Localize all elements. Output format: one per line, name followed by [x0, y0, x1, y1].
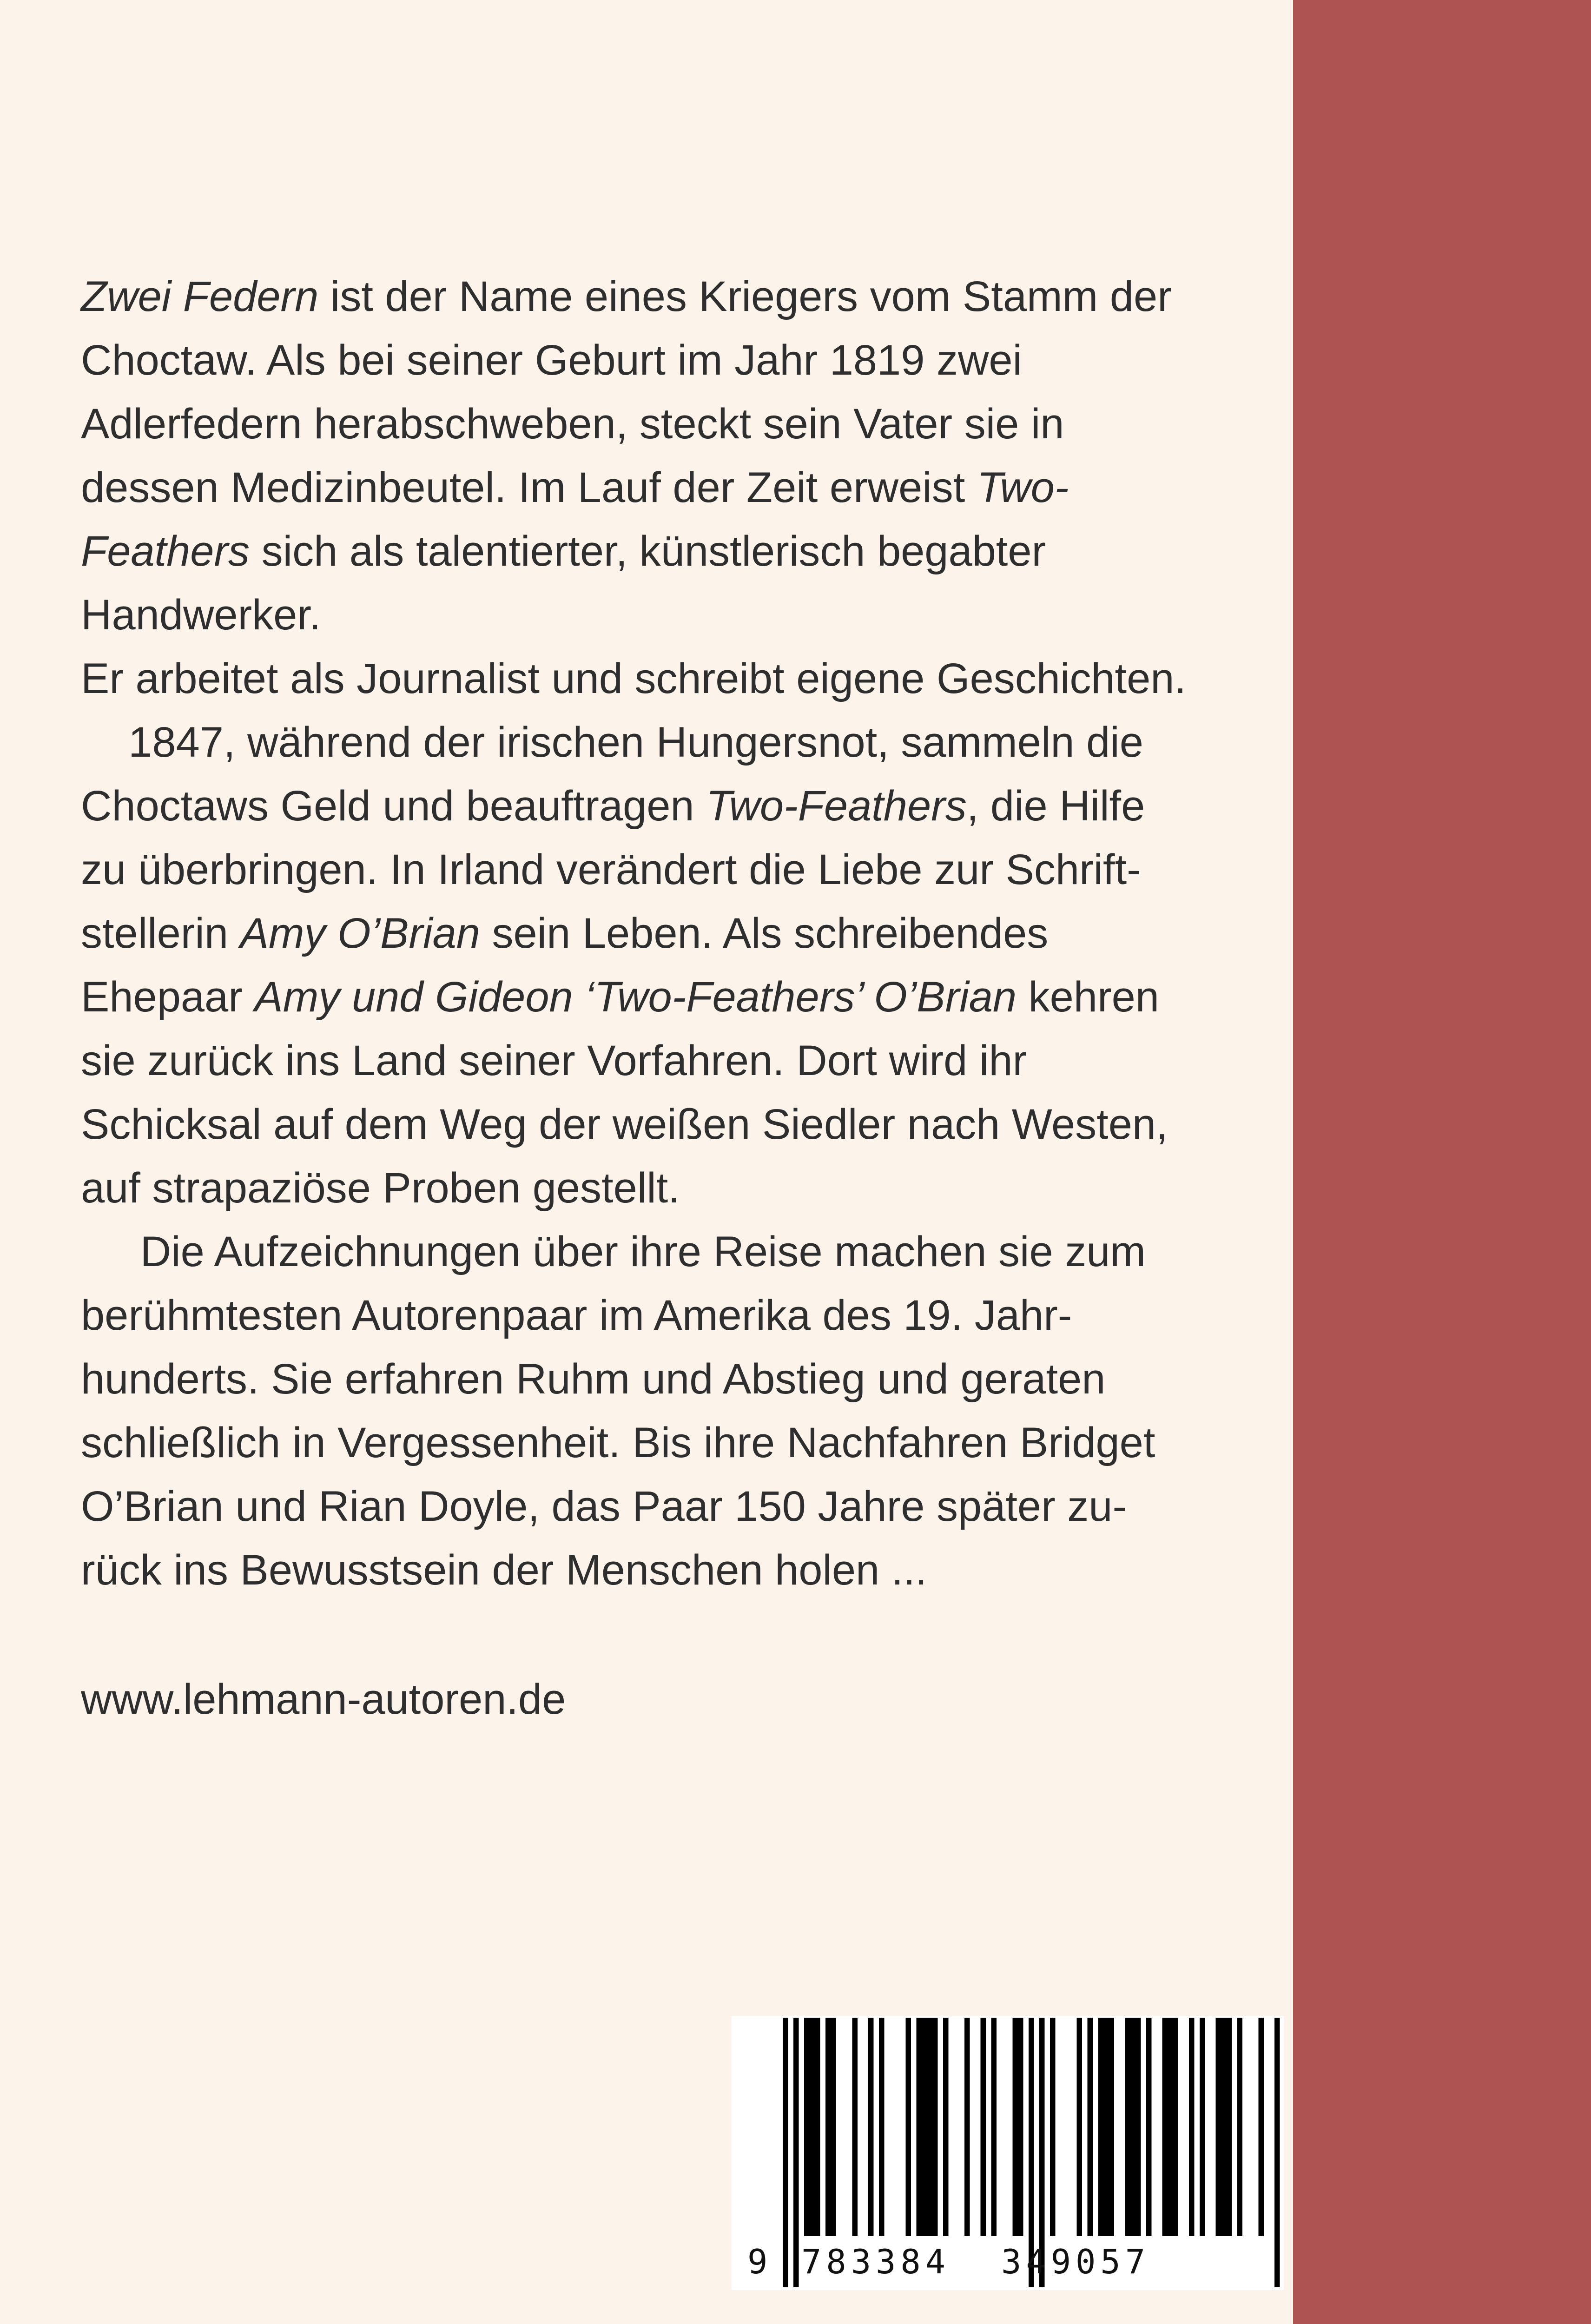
barcode-bar — [852, 2018, 858, 2236]
blurb-line — [81, 1538, 1285, 1602]
blurb-line — [81, 711, 1285, 774]
barcode-bar — [1227, 2018, 1232, 2236]
blurb-text-segment: Handwerker. — [81, 591, 321, 639]
blurb-text-segment: sich als talentierter, künstlerisch begabter — [250, 528, 1046, 575]
barcode-digit-first: 9 — [747, 2242, 772, 2281]
blurb-text-segment: stellerin — [81, 910, 240, 957]
blurb-text-segment: , die Hilfe — [966, 782, 1145, 830]
blurb-line — [81, 329, 1285, 392]
blurb-text-segment: zu überbringen. In Irland verändert die Liebe zur Schrift- — [81, 846, 1141, 893]
blurb-line — [81, 1156, 1285, 1220]
barcode-guard-bar — [793, 2018, 799, 2287]
barcode-bar — [1077, 2018, 1083, 2236]
blurb-text-segment: ist der Name eines Kriegers vom Stamm der — [318, 273, 1172, 320]
blurb-italic-text: Feathers — [81, 528, 250, 575]
barcode-bar — [964, 2018, 970, 2236]
barcode-bar — [906, 2018, 911, 2236]
blurb-text-segment: berühmtesten Autorenpaar im Amerika des 19. Jahr- — [81, 1292, 1072, 1339]
barcode-bar — [825, 2018, 831, 2236]
blurb-line — [81, 647, 1285, 711]
blurb-line — [81, 583, 1285, 647]
barcode-bar — [804, 2018, 810, 2236]
barcode-bar — [1109, 2018, 1115, 2236]
barcode-bar — [927, 2018, 933, 2236]
blurb-text-segment: Die Aufzeichnungen über ihre Reise machen sie zum — [81, 1228, 1146, 1275]
blurb-text-segment: kehren — [1017, 973, 1159, 1021]
barcode-bar — [981, 2018, 986, 2236]
blurb-line — [81, 520, 1285, 583]
barcode-bar — [1173, 2018, 1179, 2236]
barcode-bar — [943, 2018, 949, 2236]
blurb-line — [81, 965, 1285, 1029]
blurb-line — [81, 774, 1285, 838]
barcode-bar — [810, 2018, 815, 2236]
blurb-line — [81, 838, 1285, 902]
barcode-bar — [922, 2018, 927, 2236]
blurb-italic-text: Amy und Gideon ‘Two-Feathers’ O’Brian — [254, 973, 1017, 1021]
blurb-line — [81, 1220, 1285, 1284]
blurb-italic-text: Two-Feathers — [706, 782, 967, 830]
barcode-bar — [1050, 2018, 1056, 2236]
barcode-digits-left: 783384 — [801, 2242, 951, 2281]
blurb-text-segment: Ehepaar — [81, 973, 255, 1021]
blurb-text-segment: dessen Medizinbeutel. Im Lauf der Zeit erweist — [81, 464, 977, 511]
blurb-text — [81, 265, 1285, 1602]
blurb-line — [81, 392, 1285, 456]
blurb-text-segment: sie zurück ins Land seiner Vorfahren. Dort wird ihr — [81, 1037, 1027, 1084]
blurb-line — [81, 1284, 1285, 1347]
blurb-text-segment: Schicksal auf dem Weg der weißen Siedler nach Westen, — [81, 1101, 1168, 1148]
barcode-bar — [1135, 2018, 1141, 2236]
barcode-bar — [1237, 2018, 1243, 2236]
barcode-bar — [1200, 2018, 1205, 2236]
barcode-bar — [1216, 2018, 1221, 2236]
barcode-bar — [1146, 2018, 1152, 2236]
barcode-bar — [932, 2018, 938, 2236]
blurb-line — [81, 1029, 1285, 1093]
barcode-bar — [1013, 2018, 1018, 2236]
blurb-text-segment: O’Brian und Rian Doyle, das Paar 150 Jahre später zu- — [81, 1483, 1127, 1530]
blurb-line — [81, 456, 1285, 520]
blurb-line — [81, 1411, 1285, 1475]
barcode-bar — [831, 2018, 837, 2236]
blurb-text-segment: rück ins Bewusstsein der Menschen holen ... — [81, 1546, 927, 1594]
isbn-barcode — [732, 2016, 1284, 2290]
barcode-bar — [1189, 2018, 1195, 2236]
barcode-bar — [1018, 2018, 1023, 2236]
blurb-text-segment: hunderts. Sie erfahren Ruhm und Abstieg und geraten — [81, 1355, 1106, 1403]
barcode-bar — [1098, 2018, 1104, 2236]
blurb-italic-text: Two- — [977, 464, 1069, 511]
barcode-bar — [1130, 2018, 1136, 2236]
blurb-line — [81, 1475, 1285, 1538]
barcode-bar — [1221, 2018, 1227, 2236]
blurb-line — [81, 902, 1285, 965]
barcode-bar — [1103, 2018, 1109, 2236]
blurb-text-segment: 1847, während der irischen Hungersnot, sammeln die — [81, 719, 1143, 766]
barcode-bar — [1088, 2018, 1093, 2236]
blurb-line — [81, 1347, 1285, 1411]
barcode-bar — [1259, 2018, 1264, 2236]
blurb-text-segment: auf strapaziöse Proben gestellt. — [81, 1164, 680, 1212]
barcode-bar — [868, 2018, 874, 2236]
blurb-line — [81, 1093, 1285, 1156]
blurb-italic-text: Amy O’Brian — [240, 910, 480, 957]
blurb-italic-text: Zwei Federn — [81, 273, 319, 320]
blurb-text-segment: Choctaws Geld und beauftragen — [81, 782, 706, 830]
barcode-guard-bar — [783, 2018, 788, 2287]
barcode-bar — [991, 2018, 997, 2236]
barcode-bar — [879, 2018, 885, 2236]
blurb-text-segment: schließlich in Vergessenheit. Bis ihre Nachfahren Bridget — [81, 1419, 1155, 1466]
barcode-bar — [917, 2018, 922, 2236]
blurb-text-segment: sein Leben. Als schreibendes — [480, 910, 1049, 957]
blurb-line — [81, 265, 1285, 329]
blurb-text-segment: Er arbeitet als Journalist und schreibt eigene Geschichten. — [81, 655, 1186, 702]
blurb-text-segment: Adlerfedern herabschweben, steckt sein Vater sie in — [81, 400, 1064, 448]
barcode-bar — [1162, 2018, 1168, 2236]
barcode-bar — [1168, 2018, 1173, 2236]
publisher-url: www.lehmann-autoren.de — [81, 1676, 566, 1723]
barcode-digits-right: 349057 — [1001, 2242, 1150, 2281]
barcode-guard-bar — [1274, 2018, 1280, 2287]
blurb-text-segment: Choctaw. Als bei seiner Geburt im Jahr 1819 zwei — [81, 337, 1022, 384]
barcode-bar — [815, 2018, 820, 2236]
barcode-bar — [1125, 2018, 1130, 2236]
